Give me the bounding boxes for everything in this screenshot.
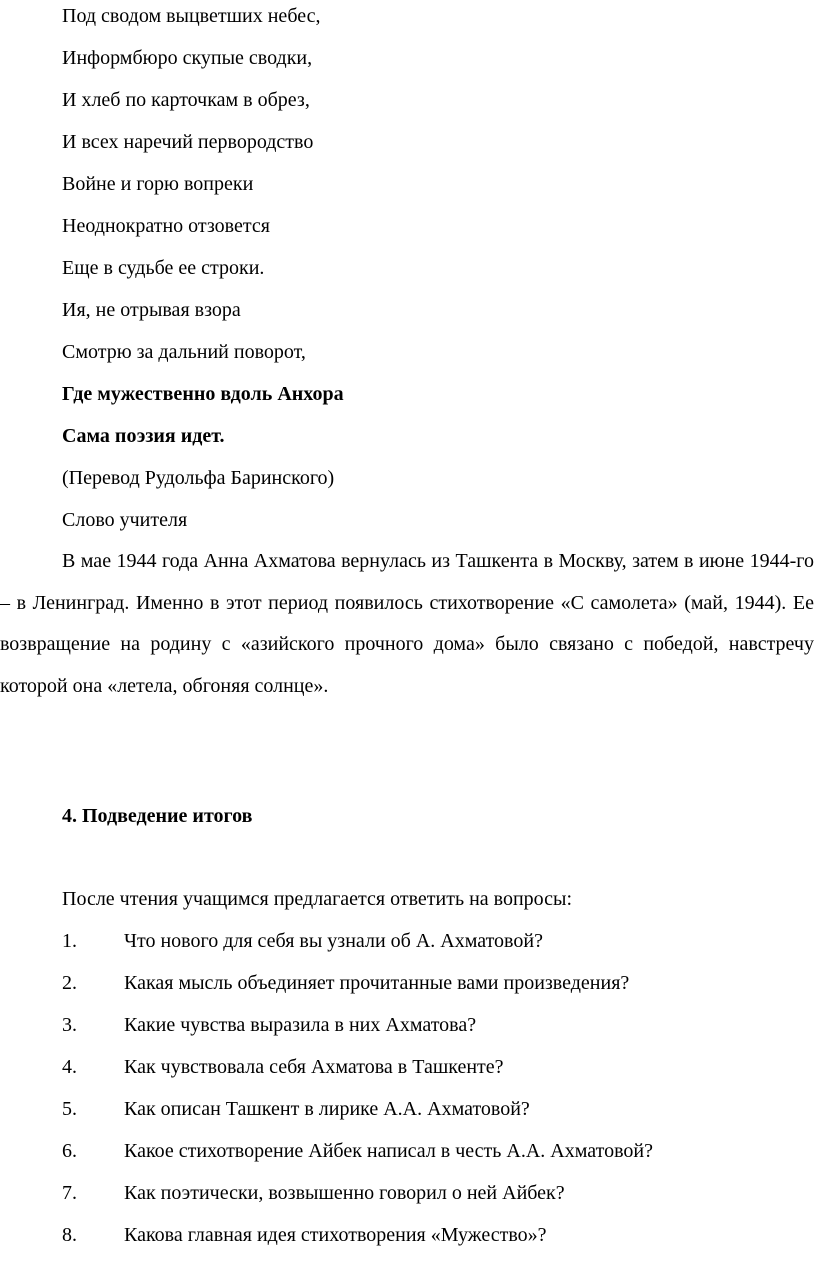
section-title: 4. Подведение итогов [62,805,253,827]
question-number: 5. [62,1098,77,1120]
teacher-paragraph: В мае 1944 года Анна Ахматова вернулась из Ташкента в Москву, затем в июне 1944-го – в Ленинград. Именно в этот период появилось стихотворение «С самолета» (май, 1944). Ее возвращение на родину с «азийского прочного дома» было связано с победой, навстречу которой она «летела, обгоняя солнце». [0,550,814,697]
question-number: 8. [62,1224,77,1246]
question-text: Как описан Ташкент в лирике А.А. Ахматовой? [124,1098,530,1120]
questions-intro: После чтения учащимся предлагается ответить на вопросы: [62,888,573,910]
question-number: 6. [62,1140,77,1162]
poem-line: Ия, не отрывая взора [62,299,241,321]
question-number: 2. [62,972,77,994]
question-text: Какие чувства выразила в них Ахматова? [124,1014,477,1036]
teacher-heading: Слово учителя [62,509,188,531]
poem-line: Еще в судьбе ее строки. [62,257,265,279]
poem-line: Войне и горю вопреки [62,173,254,195]
poem-line: Под сводом выцветших небес, [62,5,321,27]
poem-line: Информбюро скупые сводки, [62,47,313,69]
question-text: Что нового для себя вы узнали об А. Ахматовой? [124,930,543,952]
poem-line-bold: Где мужественно вдоль Анхора [62,383,344,405]
translation-credit: (Перевод Рудольфа Баринского) [62,467,335,489]
question-number: 3. [62,1014,77,1036]
question-text: Как поэтически, возвышенно говорил о ней Айбек? [124,1182,565,1204]
question-number: 1. [62,930,77,952]
poem-line: И хлеб по карточкам в обрез, [62,89,310,111]
poem-line: Смотрю за дальний поворот, [62,341,306,363]
poem-line-bold: Сама поэзия идет. [62,425,225,447]
poem-line: Неоднократно отзовется [62,215,270,237]
question-text: Какое стихотворение Айбек написал в честь А.А. Ахматовой? [124,1140,653,1162]
question-number: 7. [62,1182,77,1204]
question-number: 4. [62,1056,77,1078]
question-text: Как чувствовала себя Ахматова в Ташкенте? [124,1056,504,1078]
question-text: Какая мысль объединяет прочитанные вами произведения? [124,972,630,994]
poem-line: И всех наречий первородство [62,131,314,153]
question-text: Какова главная идея стихотворения «Мужество»? [124,1224,547,1246]
